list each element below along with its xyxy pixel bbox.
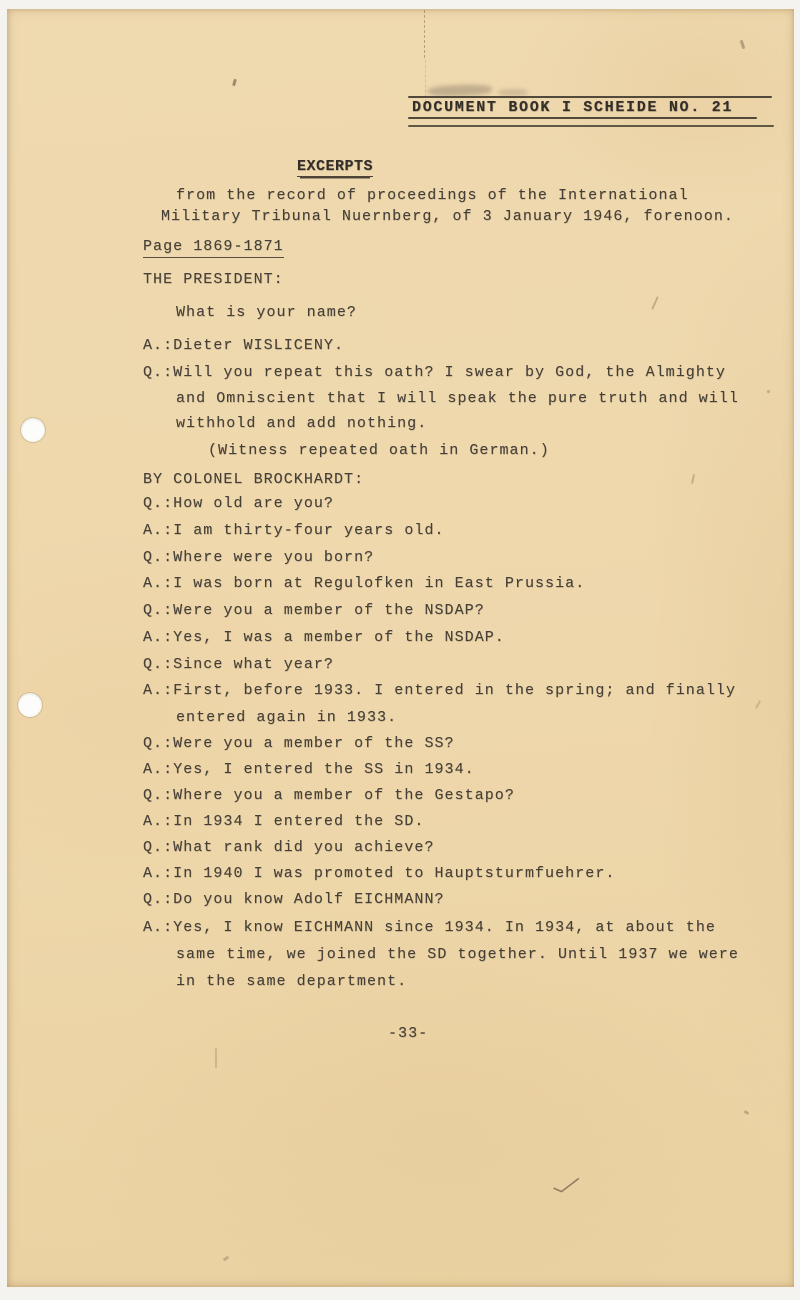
page-range-text: Page 1869-1871 xyxy=(143,238,284,258)
ink-speck xyxy=(651,296,659,310)
stage-direction: (Witness repeated oath in German.) xyxy=(208,442,550,459)
paper-sheet xyxy=(7,9,794,1287)
document-book-stamp: DOCUMENT BOOK I SCHEIDE NO. 21 xyxy=(412,99,734,116)
ink-speck xyxy=(767,390,770,393)
answer-line: A.:First, before 1933. I entered in the spring; and finally xyxy=(143,682,737,699)
question-line: Q.:Where you a member of the Gestapo? xyxy=(143,787,515,804)
ink-speck xyxy=(215,1048,217,1068)
ink-speck xyxy=(755,700,761,709)
pencil-check-mark xyxy=(551,1176,583,1195)
page-range xyxy=(143,237,284,256)
ink-speck xyxy=(740,40,746,49)
intro-line: from the record of proceedings of the International xyxy=(176,187,689,204)
answer-line: A.:Yes, I know EICHMANN since 1934. In 1934, at about the xyxy=(143,919,716,936)
page-title-text: EXCERPTS xyxy=(297,158,374,175)
pencil-smudge xyxy=(498,89,528,96)
intro-line: Military Tribunal Nuernberg, of 3 January 1946, forenoon. xyxy=(161,208,734,225)
continuation-line: withhold and add nothing. xyxy=(176,415,428,432)
speaker-line: BY COLONEL BROCKHARDT: xyxy=(143,471,365,488)
ink-speck xyxy=(232,79,237,87)
stamp-rule-under xyxy=(408,117,757,119)
stamp-rule-bottom xyxy=(408,125,774,127)
question-line: Q.:Do you know Adolf EICHMANN? xyxy=(143,891,445,908)
answer-line: A.:Yes, I entered the SS in 1934. xyxy=(143,761,475,778)
punch-hole xyxy=(21,418,45,442)
answer-line: A.:I am thirty-four years old. xyxy=(143,522,445,539)
answer-line: A.:In 1940 I was promoted to Hauptsturmfuehrer. xyxy=(143,865,616,882)
page-number: -33- xyxy=(388,1025,429,1042)
punch-hole xyxy=(18,693,42,717)
answer-line: A.:Dieter WISLICENY. xyxy=(143,337,345,354)
answer-line: A.:In 1934 I entered the SD. xyxy=(143,813,425,830)
ink-speck xyxy=(223,1256,230,1262)
speaker-line: THE PRESIDENT: xyxy=(143,271,284,288)
answer-line: A.:I was born at Regulofken in East Prussia. xyxy=(143,575,586,592)
question-text-line: What is your name? xyxy=(176,304,357,321)
question-line: Q.:Since what year? xyxy=(143,656,334,673)
fold-crease xyxy=(424,9,425,58)
question-line: Q.:How old are you? xyxy=(143,495,334,512)
question-line: Q.:What rank did you achieve? xyxy=(143,839,435,856)
page-title xyxy=(297,158,373,175)
continuation-line: in the same department. xyxy=(176,973,408,990)
scan-layer xyxy=(7,9,794,1287)
continuation-line: and Omniscient that I will speak the pure truth and will xyxy=(176,390,739,407)
question-line: Q.:Were you a member of the SS? xyxy=(143,735,455,752)
question-line: Q.:Where were you born? xyxy=(143,549,375,566)
answer-line: A.:Yes, I was a member of the NSDAP. xyxy=(143,629,505,646)
ink-speck xyxy=(744,1110,750,1115)
question-line: Q.:Were you a member of the NSDAP? xyxy=(143,602,485,619)
question-line: Q.:Will you repeat this oath? I swear by God, the Almighty xyxy=(143,364,726,381)
stamp-rule-top xyxy=(408,96,772,98)
continuation-line: same time, we joined the SD together. Until 1937 we were xyxy=(176,946,739,963)
ink-speck xyxy=(691,474,695,484)
continuation-line: entered again in 1933. xyxy=(176,709,398,726)
